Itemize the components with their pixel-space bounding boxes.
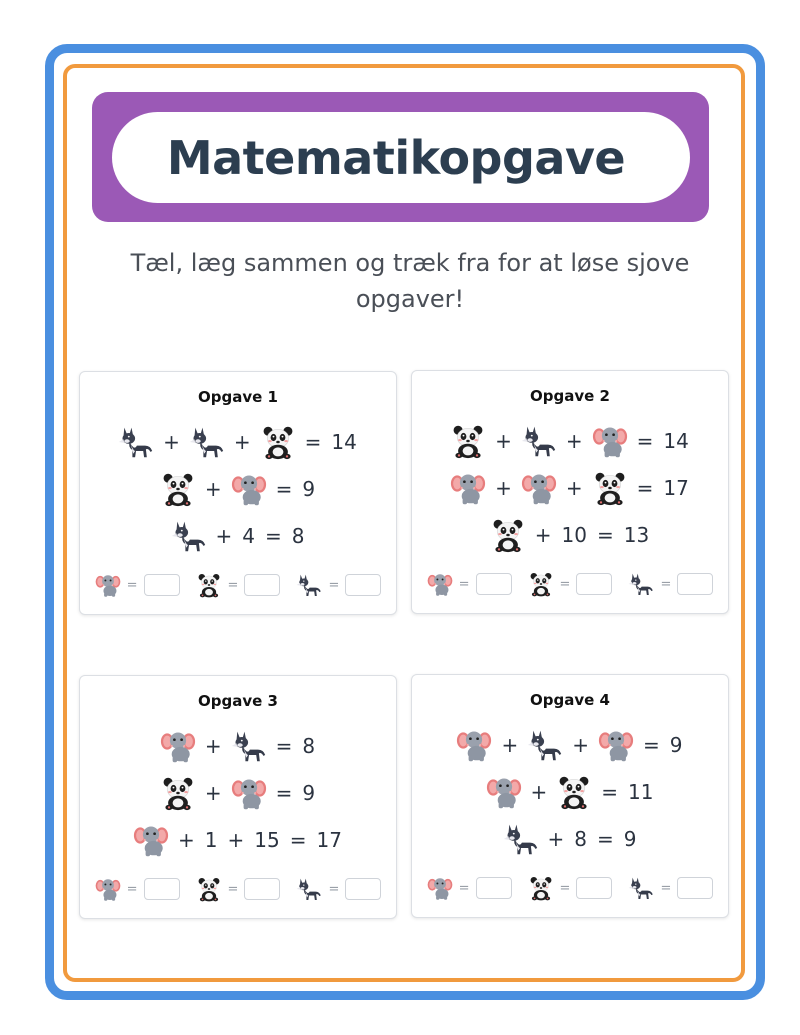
equation-number: 9 bbox=[669, 733, 683, 757]
answer-box[interactable] bbox=[677, 877, 713, 899]
equation-number: 17 bbox=[663, 476, 689, 500]
panda-icon bbox=[196, 876, 222, 902]
equals-sign: = bbox=[227, 881, 239, 897]
answer-box[interactable] bbox=[244, 574, 280, 596]
equals-sign: = bbox=[660, 880, 672, 896]
plus-sign: + bbox=[163, 430, 180, 454]
title-pill bbox=[112, 112, 690, 203]
equals-sign: = bbox=[304, 430, 322, 454]
equation-number: 9 bbox=[302, 781, 316, 805]
plus-sign: + bbox=[204, 781, 222, 805]
equals-sign: = bbox=[227, 577, 239, 593]
equation-number: 9 bbox=[302, 477, 316, 501]
answer-box[interactable] bbox=[576, 573, 612, 595]
wolf-icon bbox=[503, 821, 539, 857]
equation-number: 8 bbox=[302, 734, 316, 758]
task-title: Opgave 1 bbox=[198, 388, 278, 406]
equation-number: 14 bbox=[663, 429, 689, 453]
wolf-icon bbox=[628, 875, 654, 901]
plus-sign: + bbox=[215, 524, 233, 548]
panda-icon bbox=[196, 572, 222, 598]
panda-icon bbox=[528, 875, 554, 901]
elephant-icon bbox=[95, 876, 121, 902]
equation-number: 13 bbox=[623, 523, 650, 547]
plus-sign: + bbox=[495, 429, 512, 453]
equation-row bbox=[80, 773, 396, 813]
wolf-icon bbox=[527, 727, 563, 763]
answer-group bbox=[528, 571, 613, 597]
panda-icon bbox=[528, 571, 554, 597]
elephant-icon bbox=[456, 727, 492, 763]
equals-sign: = bbox=[458, 880, 470, 896]
answer-row bbox=[80, 572, 396, 598]
answer-box[interactable] bbox=[244, 878, 280, 900]
equals-sign: = bbox=[126, 881, 138, 897]
panda-icon bbox=[592, 470, 628, 506]
equation-number: 4 bbox=[242, 524, 255, 548]
page-title: Matematikopgave bbox=[166, 130, 626, 185]
task-card-3 bbox=[79, 675, 397, 919]
equals-sign: = bbox=[636, 476, 654, 500]
panda-icon bbox=[260, 424, 296, 460]
equation-number: 9 bbox=[623, 827, 637, 851]
answer-group bbox=[528, 875, 613, 901]
wolf-icon bbox=[189, 424, 225, 460]
panda-icon bbox=[160, 775, 196, 811]
wolf-icon bbox=[296, 876, 322, 902]
equals-sign: = bbox=[289, 828, 307, 852]
equals-sign: = bbox=[601, 780, 619, 804]
elephant-icon bbox=[133, 822, 169, 858]
answer-box[interactable] bbox=[677, 573, 713, 595]
answer-box[interactable] bbox=[476, 573, 512, 595]
equals-sign: = bbox=[597, 827, 614, 851]
elephant-icon bbox=[95, 572, 121, 598]
elephant-icon bbox=[598, 727, 634, 763]
answer-group bbox=[95, 572, 180, 598]
elephant-icon bbox=[231, 471, 267, 507]
equation-row bbox=[80, 516, 396, 556]
panda-icon bbox=[160, 471, 196, 507]
elephant-icon bbox=[427, 571, 453, 597]
plus-sign: + bbox=[572, 733, 590, 757]
equation-row bbox=[412, 725, 728, 765]
equals-sign: = bbox=[275, 781, 293, 805]
equals-sign: = bbox=[126, 577, 138, 593]
equation-number: 17 bbox=[316, 828, 342, 852]
elephant-icon bbox=[160, 728, 196, 764]
answer-group bbox=[427, 875, 512, 901]
equation-row bbox=[412, 421, 728, 461]
equation-row bbox=[80, 726, 396, 766]
equals-sign: = bbox=[275, 477, 293, 501]
plus-sign: + bbox=[530, 780, 548, 804]
task-title: Opgave 3 bbox=[198, 692, 278, 710]
plus-sign: + bbox=[204, 477, 222, 501]
wolf-icon bbox=[171, 518, 207, 554]
answer-box[interactable] bbox=[345, 574, 381, 596]
plus-sign: + bbox=[227, 828, 245, 852]
equation-row bbox=[412, 772, 728, 812]
task-card-1 bbox=[79, 371, 397, 615]
plus-sign: + bbox=[501, 733, 519, 757]
answer-group bbox=[628, 571, 713, 597]
answer-group bbox=[427, 571, 512, 597]
equation-number: 15 bbox=[254, 828, 280, 852]
equation-row bbox=[80, 469, 396, 509]
answer-group bbox=[628, 875, 713, 901]
answer-row bbox=[412, 875, 728, 901]
answer-box[interactable] bbox=[144, 574, 180, 596]
equals-sign: = bbox=[636, 429, 654, 453]
equals-sign: = bbox=[275, 734, 293, 758]
panda-icon bbox=[450, 423, 486, 459]
elephant-icon bbox=[450, 470, 486, 506]
equals-sign: = bbox=[597, 523, 614, 547]
plus-sign: + bbox=[178, 828, 195, 852]
plus-sign: + bbox=[495, 476, 512, 500]
equation-row bbox=[412, 468, 728, 508]
plus-sign: + bbox=[547, 827, 565, 851]
plus-sign: + bbox=[534, 523, 552, 547]
elephant-icon bbox=[486, 774, 522, 810]
wolf-icon bbox=[628, 571, 654, 597]
equation-number: 8 bbox=[574, 827, 587, 851]
plus-sign: + bbox=[565, 476, 583, 500]
equals-sign: = bbox=[559, 576, 571, 592]
equation-number: 8 bbox=[291, 524, 305, 548]
equation-number: 10 bbox=[561, 523, 587, 547]
equals-sign: = bbox=[328, 577, 340, 593]
elephant-icon bbox=[592, 423, 628, 459]
equals-sign: = bbox=[265, 524, 282, 548]
task-card-4 bbox=[411, 674, 729, 918]
answer-group bbox=[296, 876, 381, 902]
answer-box[interactable] bbox=[476, 877, 512, 899]
equation-row bbox=[412, 515, 728, 555]
task-title: Opgave 4 bbox=[530, 691, 610, 709]
answer-box[interactable] bbox=[345, 878, 381, 900]
answer-group bbox=[196, 572, 281, 598]
equals-sign: = bbox=[458, 576, 470, 592]
equation-number: 14 bbox=[331, 430, 357, 454]
equation-row bbox=[80, 820, 396, 860]
panda-icon bbox=[490, 517, 526, 553]
elephant-icon bbox=[427, 875, 453, 901]
elephant-icon bbox=[231, 775, 267, 811]
equation-number: 11 bbox=[628, 780, 654, 804]
task-card-2 bbox=[411, 370, 729, 614]
equals-sign: = bbox=[643, 733, 660, 757]
answer-group bbox=[95, 876, 180, 902]
wolf-icon bbox=[231, 728, 267, 764]
answer-box[interactable] bbox=[576, 877, 612, 899]
task-title: Opgave 2 bbox=[530, 387, 610, 405]
wolf-icon bbox=[296, 572, 322, 598]
answer-box[interactable] bbox=[144, 878, 180, 900]
elephant-icon bbox=[521, 470, 557, 506]
plus-sign: + bbox=[565, 429, 583, 453]
answer-row bbox=[80, 876, 396, 902]
answer-group bbox=[296, 572, 381, 598]
equation-row bbox=[80, 422, 396, 462]
plus-sign: + bbox=[204, 734, 222, 758]
wolf-icon bbox=[118, 424, 154, 460]
equals-sign: = bbox=[328, 881, 340, 897]
page-subtitle: Tæl, læg sammen og træk fra for at løse sjove opgaver! bbox=[130, 249, 690, 313]
equation-number: 1 bbox=[204, 828, 218, 852]
equals-sign: = bbox=[559, 880, 571, 896]
panda-icon bbox=[556, 774, 592, 810]
equation-row bbox=[412, 819, 728, 859]
wolf-icon bbox=[521, 423, 557, 459]
answer-group bbox=[196, 876, 281, 902]
answer-row bbox=[412, 571, 728, 597]
plus-sign: + bbox=[233, 430, 251, 454]
equals-sign: = bbox=[660, 576, 672, 592]
